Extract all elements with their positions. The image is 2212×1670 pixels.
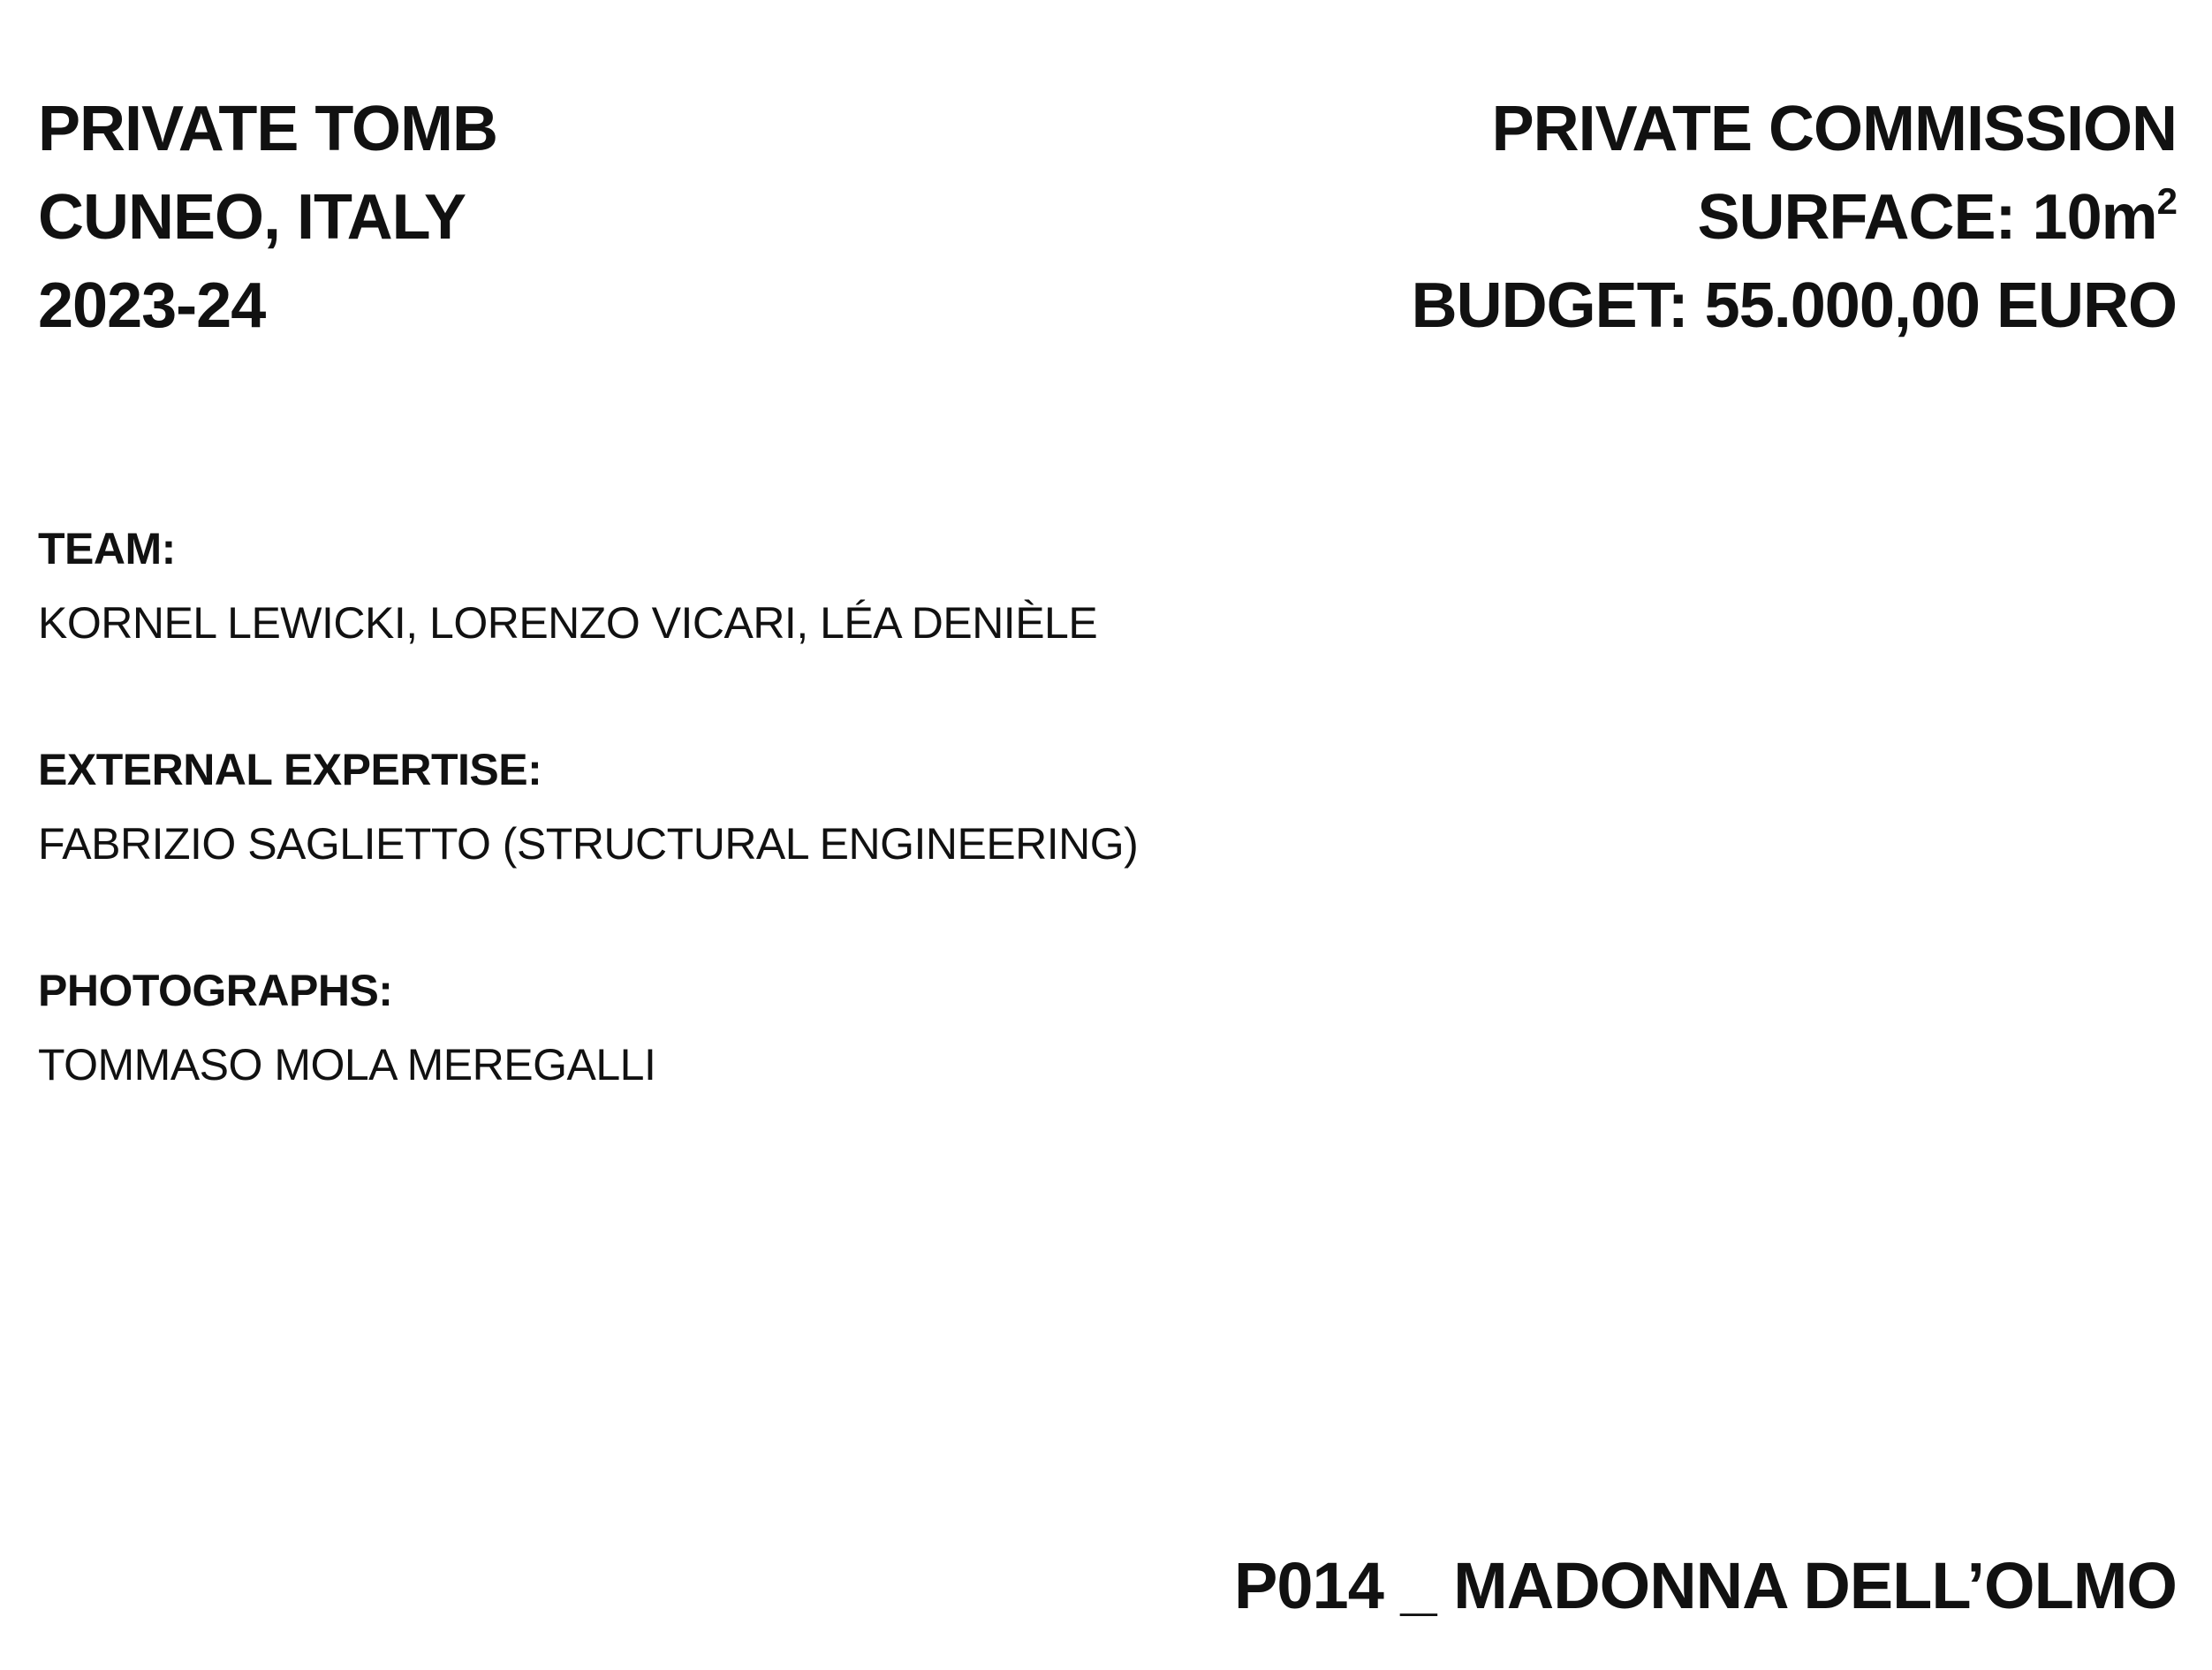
project-years: 2023-24 xyxy=(38,270,266,341)
surface-info xyxy=(1698,173,2177,262)
team-members: KORNEL LEWICKI, LORENZO VICARI, LÉA DENIÈLE xyxy=(38,598,1098,648)
team-label: TEAM: xyxy=(38,524,176,573)
surface-unit-superscript: 2 xyxy=(2156,180,2177,222)
photographs-label: PHOTOGRAPHS: xyxy=(38,966,393,1015)
project-type: PRIVATE TOMB xyxy=(38,94,498,164)
commission-type: PRIVATE COMMISSION xyxy=(1491,94,2177,164)
project-title: P014 _ MADONNA DELL’OLMO xyxy=(1234,1549,2177,1622)
budget-info: BUDGET: 55.000,00 EURO xyxy=(1411,270,2177,341)
external-expertise-value: FABRIZIO SAGLIETTO (STRUCTURAL ENGINEERING) xyxy=(38,819,1139,869)
external-expertise-label: EXTERNAL EXPERTISE: xyxy=(38,745,542,794)
project-location: CUNEO, ITALY xyxy=(38,182,466,253)
surface-text: SURFACE: 10m xyxy=(1697,182,2157,253)
photographs-value: TOMMASO MOLA MEREGALLI xyxy=(38,1040,656,1089)
